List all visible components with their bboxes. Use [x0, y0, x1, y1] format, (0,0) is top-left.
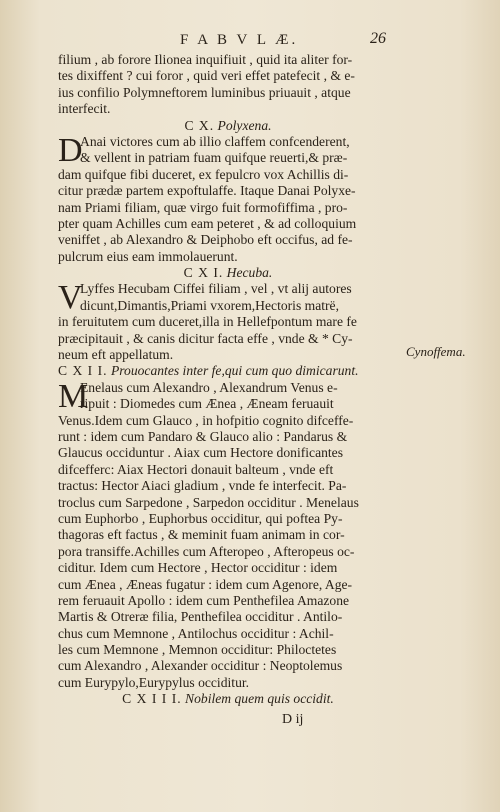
text-line: Anai victores cum ab illio claffem confcenderent, [80, 133, 350, 149]
text-line: ripuit : Diomedes cum Ænea , Æneam feruauit [80, 396, 334, 412]
text-line: Venus.Idem cum Glauco , in hofpitio cognito difceffe- [58, 412, 354, 428]
fable-title: Polyxena. [217, 117, 272, 133]
fable-heading-113 [58, 691, 398, 707]
text-line: thagoras eft factus , & meminit fuam animam in cor- [58, 527, 345, 543]
text-line: interfecit. [58, 101, 111, 117]
fable-number: C X I. [183, 265, 224, 281]
text-line: Glaucus occiduntur . Aiax cum Hectore donificantes [58, 445, 343, 461]
continuation-paragraph [58, 52, 398, 118]
fable-title: Prouocantes inter fe,qui cum quo dimicarunt. [110, 363, 359, 379]
text-line: citur prædæ partem expoftulaffe. Itaque Danai Polyxe- [58, 183, 356, 199]
text-line: veniffet , ab Alexandro & Deiphobo eft occifus, ad fe- [58, 232, 353, 248]
fable-heading-111 [58, 265, 398, 281]
text-line: dam quifque fibi duceret, ex fepulcro vox Achillis di- [58, 166, 349, 182]
page-number: 26 [370, 30, 386, 47]
text-line: pter quam Achilles cum eam peteret , & ad colloquium [58, 215, 357, 231]
text-line: & vellent in patriam fuam quifque reuerti,& præ- [80, 150, 348, 166]
fable-title: Nobilem quem quis occidit. [185, 691, 334, 707]
signature-mark: D ij [282, 712, 304, 727]
text-line: troclus cum Sarpedone , Sarpedon occiditur . Menelaus [58, 494, 359, 510]
text-line: pulcrum eius eam immolauerunt. [58, 248, 238, 264]
text-line: ciditur. Idem cum Hectore , Hector occiditur : idem [58, 560, 338, 576]
drop-cap: M [58, 377, 89, 415]
fable-number: C X I I I. [122, 691, 182, 707]
text-line: tractus: Hector Aiaci gladium , vnde fe interfecit. Pa- [58, 478, 347, 494]
text-line: ius confilio Polymneftorem luminibus priuauit , atque [58, 84, 351, 100]
marginal-note: Cynoffema. [406, 344, 466, 359]
text-line: cum Ænea , Æneas fugatur : idem cum Agenore, Age- [58, 576, 353, 592]
fable-title: Hecuba. [226, 265, 273, 281]
text-line: filium , ab forore Ilionea inquifiuit , quid ita aliter for- [58, 52, 353, 67]
fable-number: C X I I. [58, 363, 108, 379]
text-line: runt : idem cum Pandaro & Glauco alio : Pandarus & [58, 428, 348, 444]
text-line: cum Alexandro , Alexander occiditur : Neoptolemus [58, 658, 343, 674]
text-line: nam Priami filiam, quæ virgo fuit formofiffima , pro- [58, 199, 348, 215]
text-line: Lyffes Hecubam Ciffei filiam , vel , vt alij autores [80, 281, 352, 297]
text-line: dicunt,Dimantis,Priami vxorem,Hectoris matrë, [80, 297, 339, 313]
fable-paragraph-110 [58, 131, 398, 265]
text-line: Enelaus cum Alexandro , Alexandrum Venus e- [80, 379, 338, 395]
text-line: præcipitauit , & canis dicitur facta effe , vnde & * Cy- [58, 330, 353, 346]
text-line: in feruitutem cum duceret,illa in Hellefpontum mare fe [58, 314, 357, 330]
body-text [58, 52, 398, 708]
text-line: rem feruauit Apollo : idem cum Penthefilea Amazone [58, 592, 350, 608]
text-line: cum Euphorbo , Euphorbus occiditur, qui poftea Py- [58, 510, 343, 526]
text-line: les cum Memnone , Memnon occiditur: Philoctetes [58, 642, 337, 658]
fable-paragraph-111 [58, 281, 398, 363]
text-line: neum eft appellatum. [58, 347, 174, 363]
text-line: cum Eurypylo,Eurypylus occiditur. [58, 674, 250, 690]
text-line: pora transiffe.Achilles cum Afteropeo , Afteropeus oc- [58, 543, 355, 559]
drop-cap: V [58, 279, 83, 317]
fable-paragraph-112 [58, 377, 398, 691]
text-line: chus cum Memnone , Antilochus occiditur : Achil- [58, 625, 334, 641]
fable-heading-110 [58, 118, 398, 134]
text-line: difcefferc: Aiax Hectori donauit balteum , vnde eft [58, 461, 334, 477]
text-line: tes dixiffent ? cui foror , quid veri effet patefecit , & e- [58, 68, 355, 84]
page-header [0, 30, 500, 52]
fable-number: C X. [184, 117, 215, 133]
text-line: Martis & Otreræ filia, Penthefilea occiditur . Antilo- [58, 609, 343, 625]
drop-cap: D [58, 131, 83, 169]
fable-heading-112 [58, 363, 398, 379]
running-head: F A B V L Æ. [180, 32, 299, 48]
